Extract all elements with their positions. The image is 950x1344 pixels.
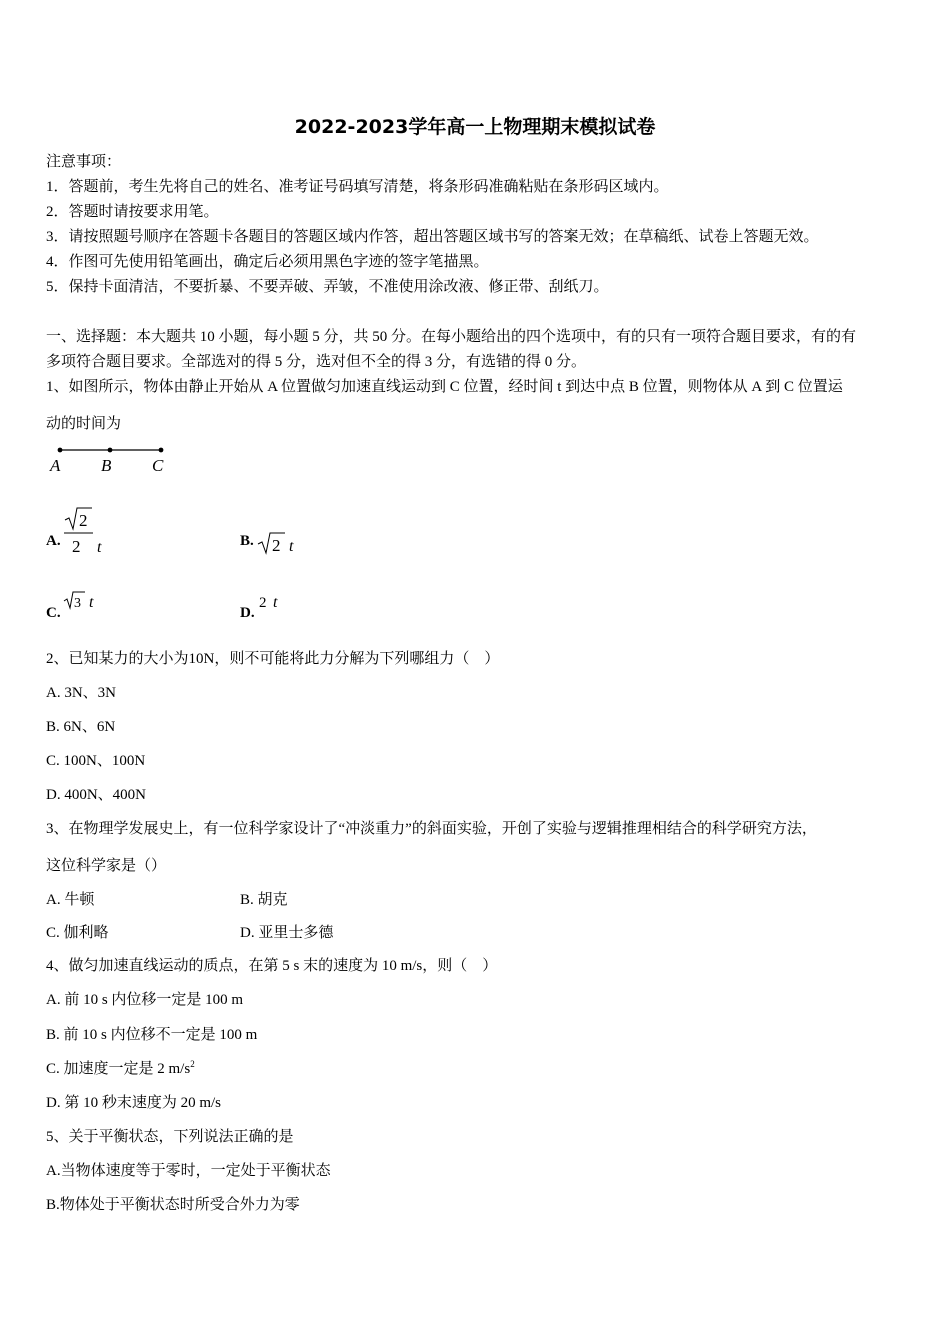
q1-a-variable: t (97, 539, 102, 556)
page-title: 2022-2023学年高一上物理期末模拟试卷 (294, 116, 656, 138)
q1-a-denominator: 2 (72, 537, 81, 556)
q1-b-variable: t (289, 538, 294, 555)
point-c-label: C (152, 456, 164, 475)
q4-option-b[interactable]: B. 前 10 s 内位移不一定是 100 m (46, 1027, 258, 1043)
q1-option-c-label[interactable]: C. (46, 605, 61, 621)
q5-option-a[interactable]: A.当物体速度等于零时，一定处于平衡状态 (46, 1163, 331, 1179)
q2-option-c[interactable]: C. 100N、100N (46, 753, 146, 769)
q2-option-d[interactable]: D. 400N、400N (46, 787, 146, 803)
point-c-dot (159, 448, 164, 453)
notice-heading: 注意事项： (46, 154, 122, 170)
q1-option-b-label[interactable]: B. (240, 533, 254, 549)
q4-option-c-text: C. 加速度一定是 2 m/s (46, 1061, 191, 1077)
q3-stem-line-2: 这位科学家是（） (46, 858, 167, 874)
q1-a-radicand: 2 (79, 511, 88, 530)
q1-c-variable: t (89, 594, 94, 611)
notice-item-1: 1．答题前，考生先将自己的姓名、准考证号码填写清楚，将条形码准确粘贴在条形码区域内。 (46, 179, 669, 195)
q5-option-b[interactable]: B.物体处于平衡状态时所受合外力为零 (46, 1197, 300, 1213)
q1-option-d-label[interactable]: D. (240, 605, 255, 621)
q3-stem-line-1: 3、在物理学发展史上，有一位科学家设计了“冲淡重力”的斜面实验，开创了实验与逻辑推理相结合的科学研究方法， (46, 821, 817, 837)
q3-option-a[interactable]: A. 牛顿 (46, 892, 95, 908)
q3-option-d[interactable]: D. 亚里士多德 (240, 925, 334, 941)
q3-option-b[interactable]: B. 胡克 (240, 892, 288, 908)
point-a-dot (58, 448, 63, 453)
section-instructions-line-1: 一、选择题：本大题共 10 小题，每小题 5 分，共 50 分。在每小题给出的四个选项中，有的只有一项符合题目要求，有的有 (46, 329, 857, 345)
notice-item-5: 5．保持卡面清洁，不要折暴、不要弄破、弄皱，不准使用涂改液、修正带、刮纸刀。 (46, 279, 609, 295)
q1-d-coefficient: 2 (259, 595, 267, 611)
q1-b-radicand: 2 (272, 536, 281, 555)
q2-option-a[interactable]: A. 3N、3N (46, 685, 116, 701)
notice-item-3: 3．请按照题号顺序在答题卡各题目的答题区域内作答，超出答题区域书写的答案无效；在草稿纸、试卷上答题无效。 (46, 229, 819, 245)
q5-stem: 5、关于平衡状态，下列说法正确的是 (46, 1129, 294, 1145)
q1-stem-line-1: 1、如图所示，物体由静止开始从 A 位置做匀加速直线运动到 C 位置，经时间 t 到达中点 B 位置，则物体从 A 到 C 位置运 (46, 379, 843, 395)
q2-stem: 2、已知某力的大小为10N，则不可能将此力分解为下列哪组力（ ） (46, 651, 500, 667)
q1-option-c-formula (62, 590, 112, 612)
notice-item-4: 4．作图可先使用铅笔画出，确定后必须用黑色字迹的签字笔描黑。 (46, 254, 489, 270)
q4-option-d[interactable]: D. 第 10 秒末速度为 20 m/s (46, 1095, 222, 1111)
point-b-label: B (101, 456, 112, 475)
q1-d-variable: t (273, 594, 278, 611)
q1-option-d-formula (256, 590, 296, 612)
section-instructions-line-2: 多项符合题目要求。全部选对的得 5 分，选对但不全的得 3 分，有选错的得 0 分。 (46, 354, 587, 370)
q4-option-c-exponent: 2 (190, 1059, 195, 1069)
notice-item-2: 2．答题时请按要求用笔。 (46, 204, 219, 220)
q1-stem-line-2: 动的时间为 (46, 416, 122, 432)
q4-stem: 4、做匀加速直线运动的质点，在第 5 s 末的速度为 10 m/s，则（ ） (46, 958, 498, 974)
point-b-dot (108, 448, 113, 453)
q3-option-c[interactable]: C. 伽利略 (46, 925, 109, 941)
q4-option-c[interactable] (46, 1059, 195, 1079)
q1-option-a-formula (62, 506, 112, 556)
q1-c-radicand: 3 (74, 596, 81, 611)
point-a-label: A (50, 456, 61, 475)
q1-option-b-formula (256, 530, 306, 556)
q1-line-diagram (46, 440, 186, 480)
q4-option-a[interactable]: A. 前 10 s 内位移一定是 100 m (46, 992, 244, 1008)
q2-option-b[interactable]: B. 6N、6N (46, 719, 116, 735)
q1-option-a-label[interactable]: A. (46, 533, 61, 549)
